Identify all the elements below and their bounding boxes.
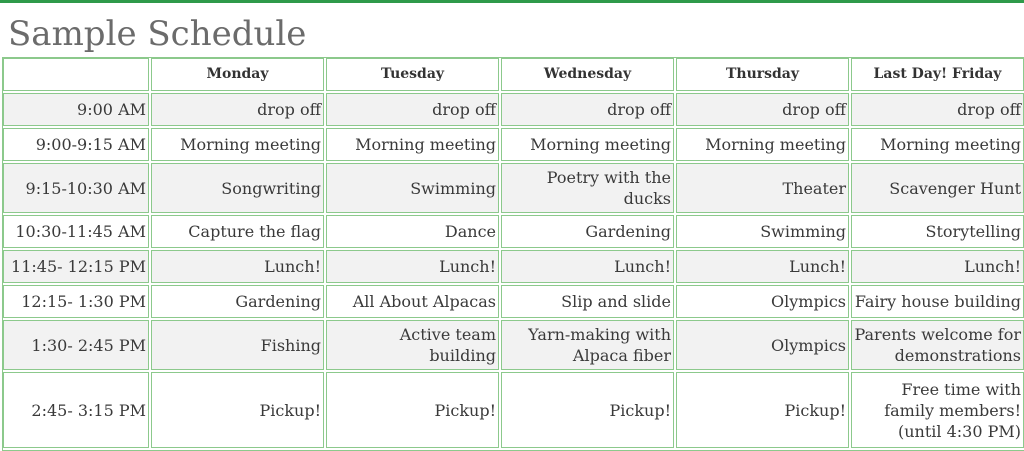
activity-cell: Olympics xyxy=(676,320,849,370)
column-header: Wednesday xyxy=(501,58,674,91)
activity-cell: Swimming xyxy=(326,163,499,213)
activity-cell: All About Alpacas xyxy=(326,285,499,318)
activity-cell: Gardening xyxy=(501,215,674,248)
activity-cell: Fishing xyxy=(151,320,324,370)
activity-cell: Storytelling xyxy=(851,215,1024,248)
activity-cell: Morning meeting xyxy=(151,128,324,161)
activity-cell: Lunch! xyxy=(501,250,674,283)
activity-cell: drop off xyxy=(501,93,674,126)
activity-cell: drop off xyxy=(326,93,499,126)
time-slot-cell: 12:15- 1:30 PM xyxy=(3,285,149,318)
time-slot-cell: 1:30- 2:45 PM xyxy=(3,320,149,370)
activity-cell: Pickup! xyxy=(501,372,674,448)
time-slot-cell: 10:30-11:45 AM xyxy=(3,215,149,248)
time-slot-cell: 9:00 AM xyxy=(3,93,149,126)
activity-cell: Slip and slide xyxy=(501,285,674,318)
time-slot-cell: 9:00-9:15 AM xyxy=(3,128,149,161)
time-slot-cell: 9:15-10:30 AM xyxy=(3,163,149,213)
activity-cell: Scavenger Hunt xyxy=(851,163,1024,213)
activity-cell: drop off xyxy=(851,93,1024,126)
column-header: Thursday xyxy=(676,58,849,91)
column-header: Monday xyxy=(151,58,324,91)
activity-cell: Active team building xyxy=(326,320,499,370)
page-title: Sample Schedule xyxy=(8,14,307,54)
time-slot-cell: 2:45- 3:15 PM xyxy=(3,372,149,448)
activity-cell: Poetry with the ducks xyxy=(501,163,674,213)
activity-cell: drop off xyxy=(676,93,849,126)
activity-cell: Morning meeting xyxy=(851,128,1024,161)
activity-cell: Olympics xyxy=(676,285,849,318)
time-slot-cell: 11:45- 12:15 PM xyxy=(3,250,149,283)
top-accent-rule xyxy=(0,0,1024,3)
activity-cell: Pickup! xyxy=(326,372,499,448)
activity-cell: Morning meeting xyxy=(501,128,674,161)
activity-cell: Parents welcome for demonstrations xyxy=(851,320,1024,370)
activity-cell: Pickup! xyxy=(151,372,324,448)
activity-cell: Swimming xyxy=(676,215,849,248)
schedule-table xyxy=(2,57,1024,451)
activity-cell: Free time with family members! (until 4:30 PM) xyxy=(851,372,1024,448)
activity-cell: Yarn-making with Alpaca fiber xyxy=(501,320,674,370)
activity-cell: Songwriting xyxy=(151,163,324,213)
activity-cell: Dance xyxy=(326,215,499,248)
activity-cell: Lunch! xyxy=(326,250,499,283)
column-header: Tuesday xyxy=(326,58,499,91)
activity-cell: Lunch! xyxy=(151,250,324,283)
activity-cell: Gardening xyxy=(151,285,324,318)
activity-cell: Pickup! xyxy=(676,372,849,448)
activity-cell: Fairy house building xyxy=(851,285,1024,318)
activity-cell: Theater xyxy=(676,163,849,213)
activity-cell: Capture the flag xyxy=(151,215,324,248)
column-header: Last Day! Friday xyxy=(851,58,1024,91)
activity-cell: Lunch! xyxy=(676,250,849,283)
header-corner-cell xyxy=(3,58,149,91)
activity-cell: Morning meeting xyxy=(326,128,499,161)
activity-cell: Morning meeting xyxy=(676,128,849,161)
activity-cell: Lunch! xyxy=(851,250,1024,283)
activity-cell: drop off xyxy=(151,93,324,126)
